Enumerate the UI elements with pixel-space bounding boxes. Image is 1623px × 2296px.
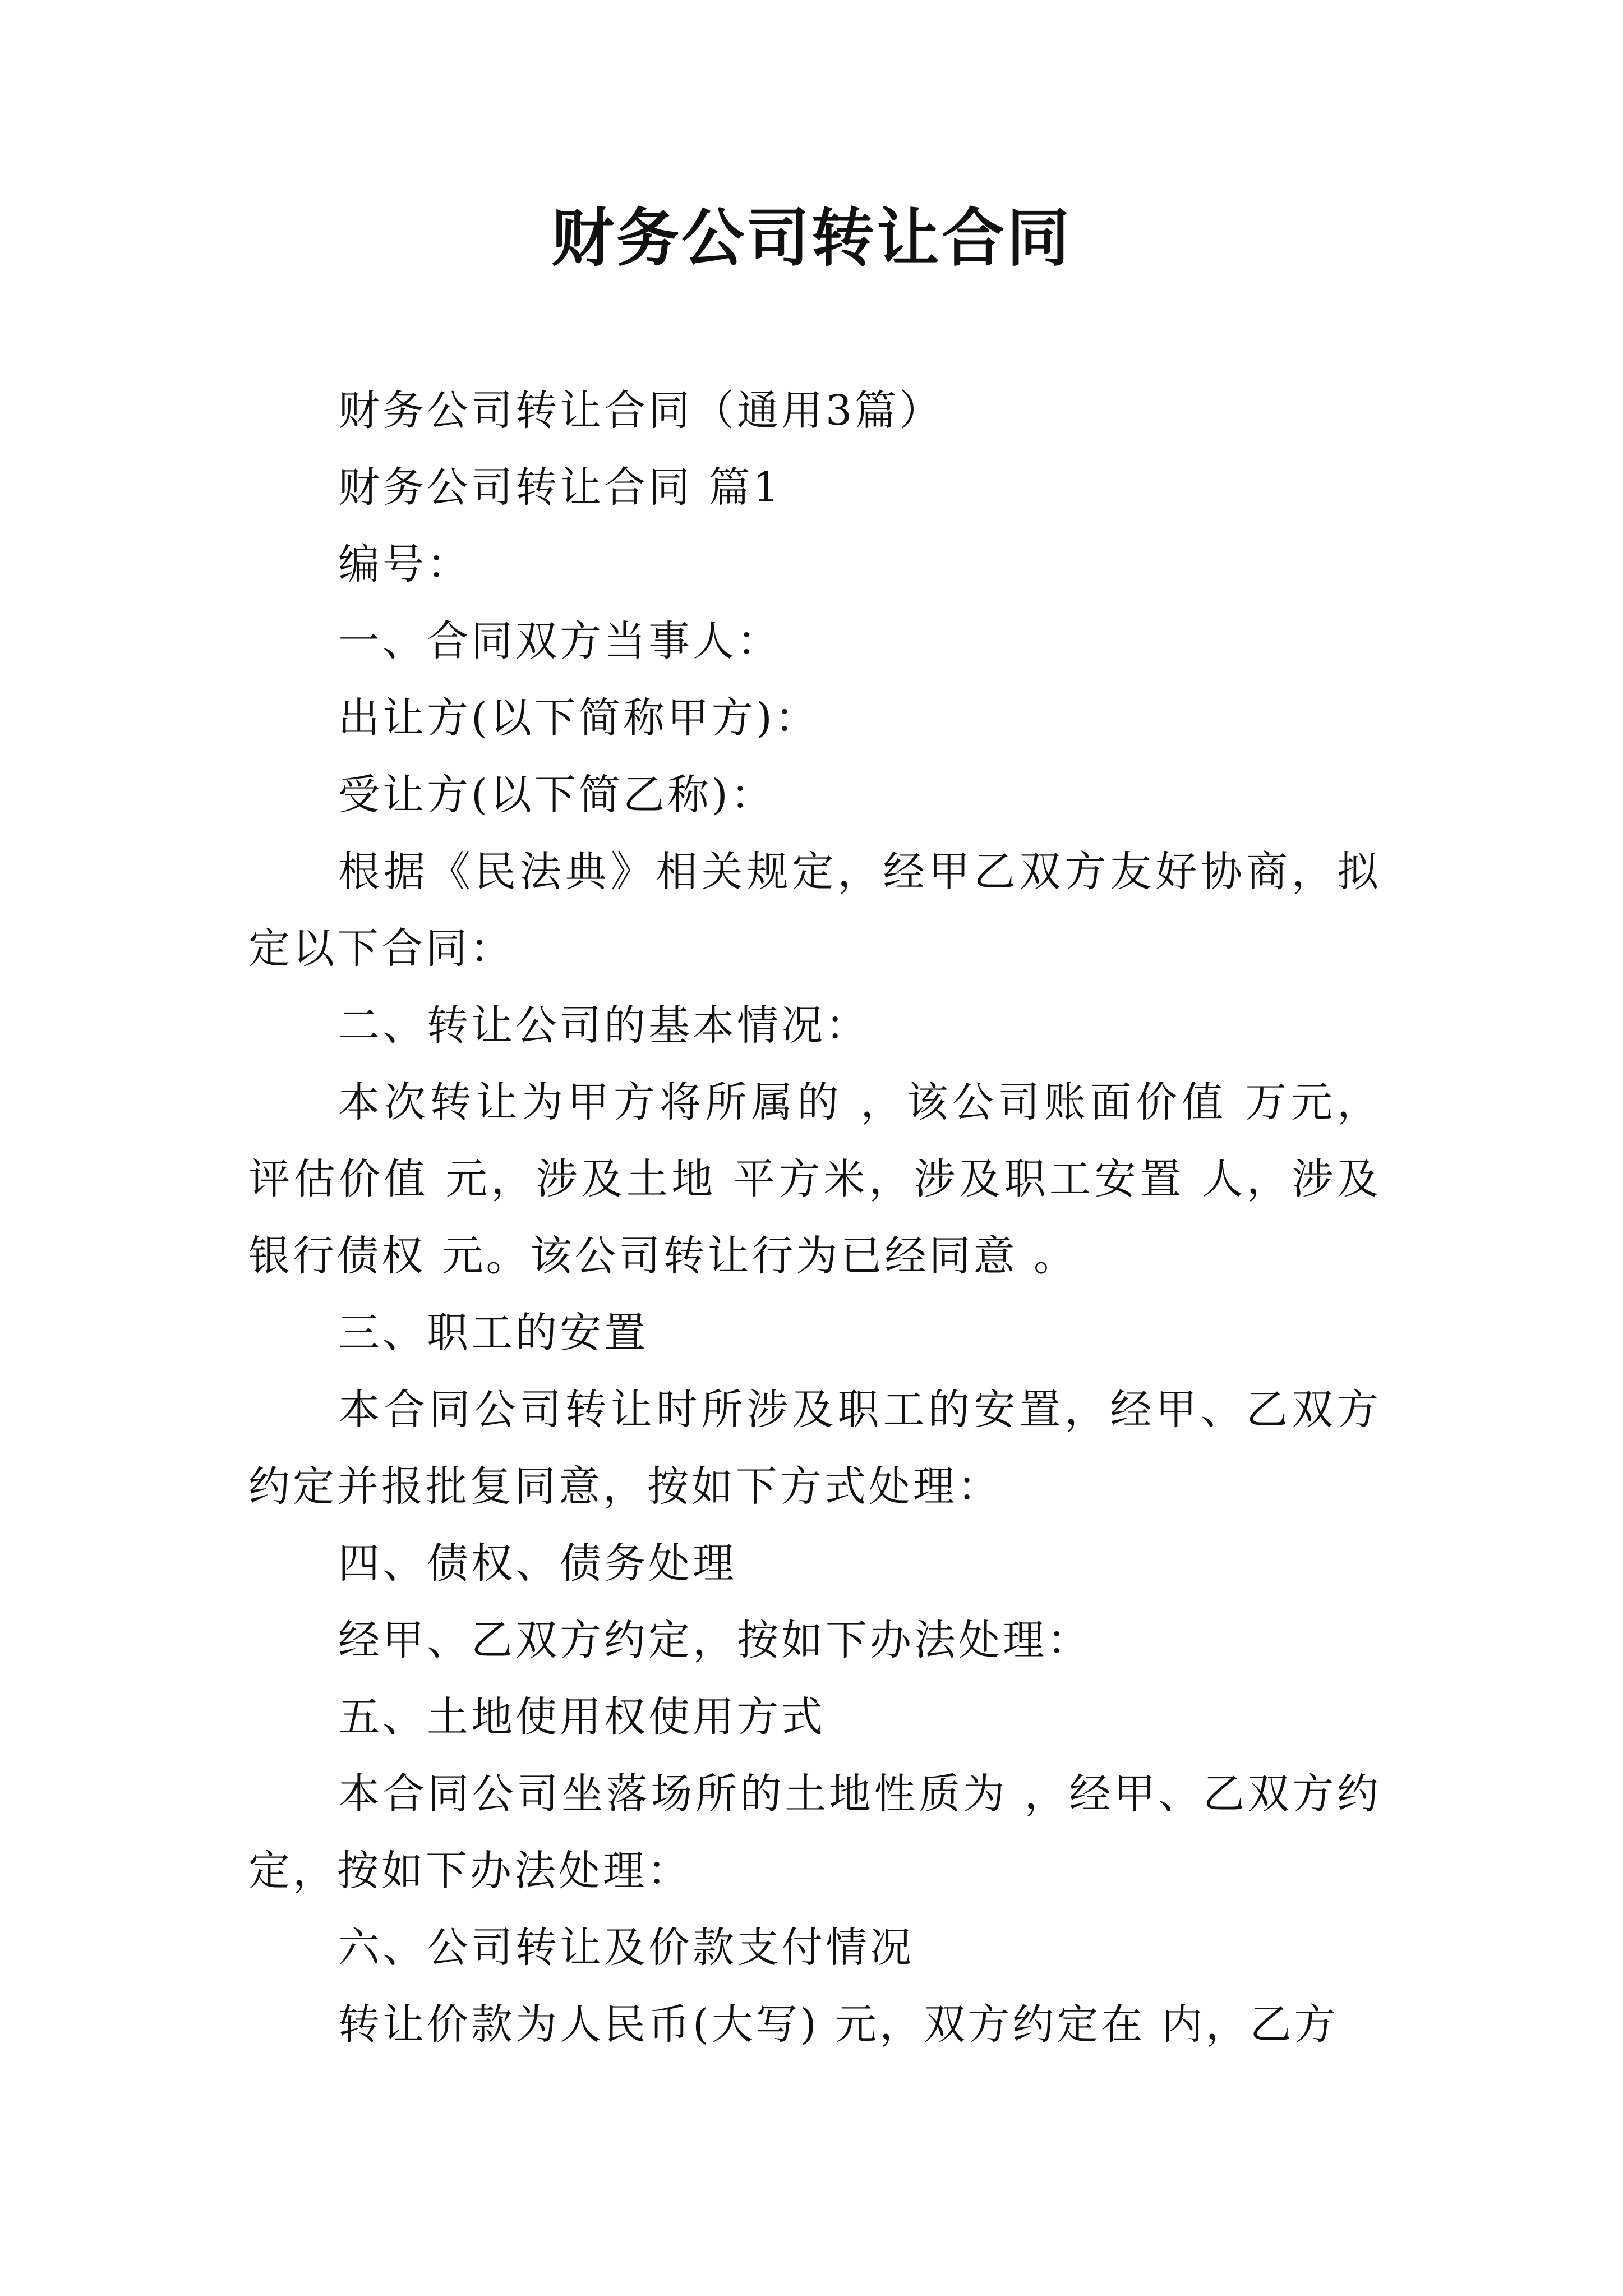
- paragraph-debts: 经甲、乙双方约定，按如下办法处理：: [338, 1616, 1091, 1664]
- paragraph-land: 本合同公司坐落场所的土地性质为 ，经甲、乙双方约定，按如下办法处理：: [248, 1770, 1381, 1895]
- document-body: [248, 372, 1381, 2063]
- section-heading-company-info: 二、转让公司的基本情况：: [338, 1001, 870, 1050]
- document-title: 财务公司转让合同: [551, 201, 1072, 275]
- paragraph-basis: 根据《民法典》相关规定，经甲乙双方友好协商，拟定以下合同：: [248, 848, 1381, 973]
- section-heading-debts: 四、债权、债务处理: [338, 1539, 737, 1588]
- section-heading-land: 五、土地使用权使用方式: [338, 1693, 826, 1741]
- paragraph-number: 编号：: [338, 540, 471, 588]
- section-heading-payment: 六、公司转让及价款支付情况: [338, 1924, 914, 1972]
- paragraph-subtitle: 财务公司转让合同（通用3篇）: [338, 386, 944, 435]
- section-heading-parties: 一、合同双方当事人：: [338, 617, 781, 665]
- paragraph-transferee: 受让方(以下简乙称)：: [338, 771, 775, 819]
- paragraph-staff: 本合同公司转让时所涉及职工的安置，经甲、乙双方约定并报批复同意，按如下方式处理：: [248, 1386, 1381, 1511]
- paragraph-payment: 转让价款为人民币(大写) 元，双方约定在 内，乙方: [338, 2000, 1339, 2049]
- paragraph-transferor: 出让方(以下简称甲方)：: [338, 694, 819, 742]
- paragraph-part-heading: 财务公司转让合同 篇1: [338, 463, 782, 512]
- section-heading-staff: 三、职工的安置: [338, 1309, 648, 1357]
- paragraph-company-info: 本次转让为甲方将所属的 ，该公司账面价值 万元，评估价值 元，涉及土地 平方米，涉及职工安置 人，涉及银行债权 元。该公司转让行为已经同意 。: [248, 1078, 1381, 1280]
